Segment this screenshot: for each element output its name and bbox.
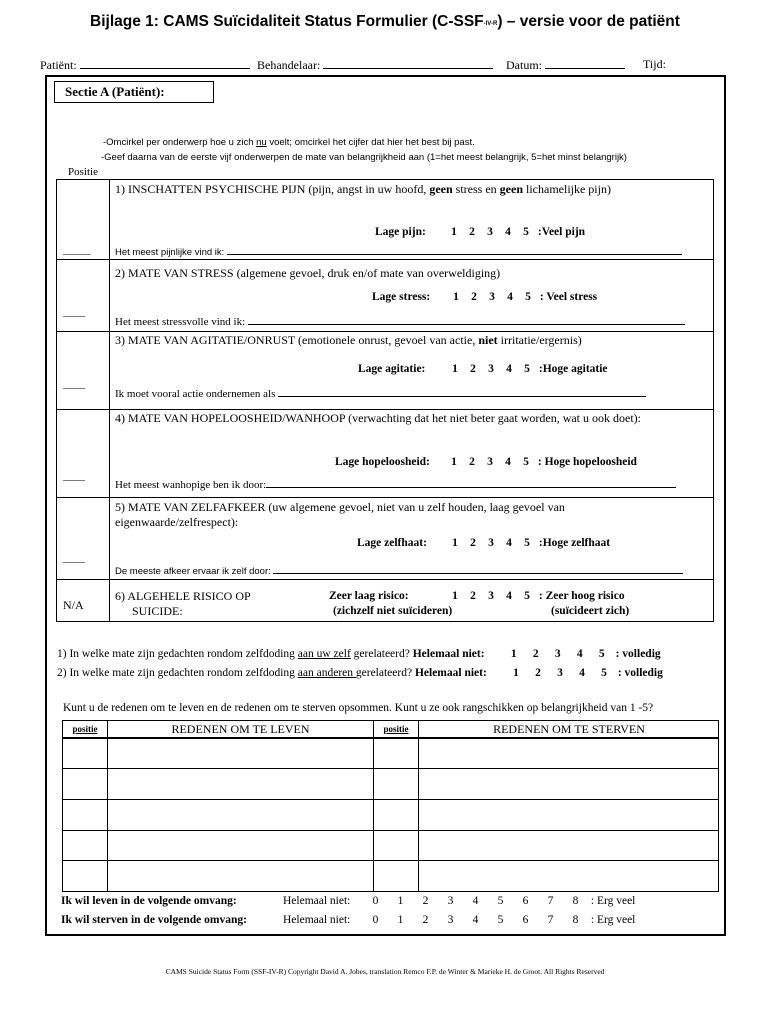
rating-scale[interactable]: Lage agitatie: 1 2 3 4 5 :Hoge agitatie (358, 363, 608, 375)
related-others-question[interactable]: 2) In welke mate zijn gedachten rondom zelfdoding aan anderen gerelateerd? Helemaal niet: 1 2 3 4 5 : volledig (57, 667, 663, 679)
rank-field-1[interactable]: _____ (63, 244, 91, 256)
risk-low-sub: (zichzelf niet suïcideren) (333, 605, 453, 617)
item-note[interactable]: Het meest wanhopige ben ik door: (115, 478, 676, 491)
rating-item-2 (57, 260, 713, 332)
rating-scale[interactable]: Lage stress: 1 2 3 4 5 : Veel stress (372, 291, 598, 303)
item-question: 5) MATE VAN ZELFAFKEER (uw algemene gevoel, niet van u zelf houden, laag gevoel van (115, 500, 565, 514)
item-note[interactable]: Het meest stressvolle vind ik: (115, 315, 685, 328)
patient-field[interactable]: Patiënt: (40, 57, 250, 73)
item-question: 2) MATE VAN STRESS (algemene gevoel, druk en/of mate van overweldiging) (115, 266, 501, 280)
rank-field-5[interactable]: —— (63, 556, 85, 568)
instruction-line-2: -Geef daarna van de eerste vijf onderwerpen de mate van belangrijkheid aan (1=het meest belangrijk, 5=het minst belangrijk) (101, 152, 627, 163)
risk-high-sub: (suïcideert zich) (551, 605, 630, 617)
rating-item-6 (57, 580, 713, 622)
wish-live-row[interactable]: Ik wil leven in de volgende omvang: Helemaal niet: 0 1 2 3 4 5 6 7 8 : Erg veel (61, 895, 636, 907)
positie-label: Positie (68, 166, 98, 178)
item-question-cont: eigenwaarde/zelfrespect): (115, 515, 239, 529)
rating-scale[interactable]: Zeer laag risico: 1 2 3 4 5 : Zeer hoog risico (329, 590, 625, 602)
rating-item-3 (57, 332, 713, 410)
rank-field-4[interactable]: —— (63, 474, 85, 486)
reasons-header-row (62, 720, 719, 738)
rating-item-4 (57, 410, 713, 498)
reasons-live-header: REDENEN OM TE LEVEN (171, 722, 310, 736)
rating-table (56, 179, 714, 622)
rank-field-3[interactable]: —— (63, 382, 85, 394)
item-question: 1) INSCHATTEN PSYCHISCHE PIJN (pijn, angst in uw hoofd, geen stress en geen lichamelijke pijn) (115, 182, 611, 196)
item-question: 4) MATE VAN HOPELOOSHEID/WANHOOP (verwachting dat het niet beter gaat worden, wat u ook doet): (115, 411, 642, 425)
positie-header-live: positie (72, 724, 98, 734)
form-title: Bijlage 1: CAMS Suïcidaliteit Status Formulier $(C-SSF_{-IV-R})$ – versie voor de patiënt (90, 13, 680, 30)
related-self-question[interactable]: 1) In welke mate zijn gedachten rondom zelfdoding aan uw zelf gerelateerd? Helemaal niet: 1 2 3 4 5 : volledig (57, 648, 661, 660)
datum-field[interactable]: Datum: (506, 57, 625, 73)
item-note[interactable]: Ik moet vooral actie ondernemen als (115, 387, 646, 400)
item-note[interactable]: De meeste afkeer ervaar ik zelf door: (115, 564, 683, 577)
item-note[interactable]: Het meest pijnlijke vind ik: (115, 245, 682, 258)
positie-header-die: positie (383, 724, 409, 734)
wish-die-row[interactable]: Ik wil sterven in de volgende omvang: Helemaal niet: 0 1 2 3 4 5 6 7 8 : Erg veel (61, 914, 636, 926)
rating-item-5 (57, 498, 713, 580)
reasons-die-header: REDENEN OM TE STERVEN (493, 722, 645, 736)
item-question: 6) ALGEHELE RISICO OP (115, 589, 251, 603)
tijd-field[interactable]: Tijd: (643, 57, 666, 71)
behandelaar-field[interactable]: Behandelaar: (257, 57, 493, 73)
section-a-title: Sectie A (Patiënt): (54, 81, 214, 103)
item-question: 3) MATE VAN AGITATIE/ONRUST (emotionele onrust, gevoel van actie, niet irritatie/ergernis) (115, 333, 582, 347)
copyright-footer: CAMS Suicide Status Form (SSF-IV-R) Copyright David A. Jobes, translation Remco F.P. de Winter & Marieke H. de Groot. All Rights Reserved (165, 967, 605, 976)
reasons-prompt: Kunt u de redenen om te leven en de redenen om te sterven opsommen. Kunt u ze ook rangschikken op belangrijkheid van 1 -5? (63, 702, 654, 714)
rating-item-1 (57, 180, 713, 260)
na-label: N/A (63, 598, 84, 612)
instruction-line-1: -Omcirkel per onderwerp hoe u zich nu voelt; omcirkel het cijfer dat hier het best bij past. (103, 137, 475, 148)
rank-field-2[interactable]: —— (63, 310, 85, 322)
item-question-cont: SUICIDE: (132, 604, 183, 618)
reasons-table (62, 737, 719, 892)
rating-scale[interactable]: Lage hopeloosheid: 1 2 3 4 5 : Hoge hopeloosheid (335, 456, 637, 468)
rating-scale[interactable]: Lage zelfhaat: 1 2 3 4 5 :Hoge zelfhaat (357, 537, 611, 549)
rating-scale[interactable]: Lage pijn: 1 2 3 4 5 :Veel pijn (375, 226, 586, 238)
